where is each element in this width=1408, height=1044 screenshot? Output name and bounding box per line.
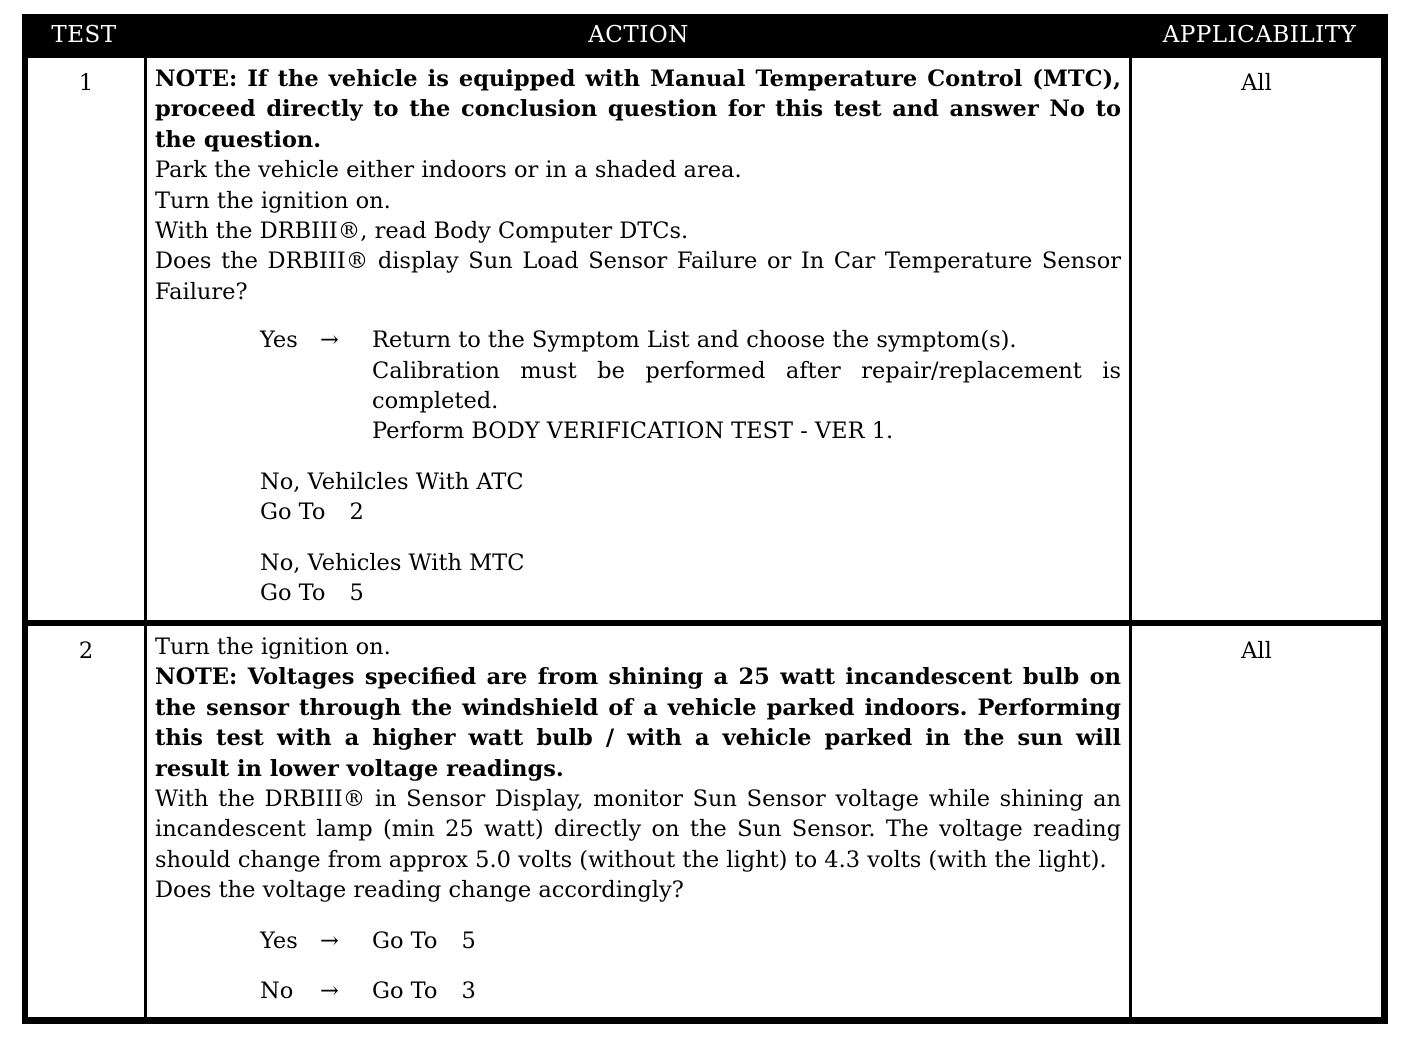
- yes-label: Yes: [260, 327, 298, 354]
- no-atc-goto: [260, 497, 1121, 527]
- no-atc-label: No, Vehilcles With ATC: [260, 468, 524, 495]
- right-arrow-icon: →: [320, 927, 339, 954]
- row-1-line: Park the vehicle either indoors or in a shaded area.: [155, 157, 742, 184]
- goto-test-number: 2: [349, 499, 364, 526]
- header-test: TEST: [51, 22, 117, 48]
- yes-label: Yes: [260, 927, 298, 954]
- row-2-action: [147, 626, 1129, 1017]
- right-arrow-icon: →: [320, 978, 339, 1005]
- row-2-first-line: Turn the ignition on.: [155, 634, 391, 660]
- header-applicability: APPLICABILITY: [1162, 22, 1357, 48]
- row-1-line: With the DRBIII®, read Body Computer DTCs.: [155, 218, 689, 245]
- no-mtc-goto: [260, 578, 1121, 608]
- diagnostic-table: [22, 14, 1388, 1024]
- yes-line: Calibration must be performed after repair/replacement is completed.: [372, 357, 1121, 415]
- row-1-no-mtc-branch: [260, 548, 1121, 609]
- yes-result: [372, 325, 1121, 447]
- row-1-yes-branch: [260, 325, 1121, 447]
- row-2-test-number: 2: [28, 626, 144, 1017]
- row-2-yes-branch: [260, 926, 1121, 956]
- header-action: ACTION: [588, 22, 689, 48]
- goto-text: Go To: [372, 978, 438, 1005]
- goto-text: Go To: [260, 499, 326, 526]
- row-2-body: With the DRBIII® in Sensor Display, monitor Sun Sensor voltage while shining an incandescent lamp (min 25 watt) directly on the Sun Sensor. The voltage reading should change from approx 5.0 volts (without the light) to 4.3 volts (with the light).: [155, 786, 1121, 873]
- row-1-no-atc-branch: [260, 467, 1121, 528]
- row-2-note: NOTE: Voltages specified are from shining a 25 watt incandescent bulb on the sensor through the windshield of a vehicle parked indoors. Performing this test with a higher watt bulb / with a vehicle parked in the sun will result in lower voltage readings.: [155, 664, 1121, 782]
- row-2-question: Does the voltage reading change accordingly?: [155, 877, 684, 904]
- row-1-action: [147, 58, 1129, 620]
- goto-text: Go To: [372, 927, 438, 954]
- goto-text: Go To: [260, 580, 326, 607]
- right-arrow-icon: →: [320, 327, 339, 354]
- yes-line: Return to the Symptom List and choose the symptom(s).: [372, 327, 1017, 354]
- row-1-note: NOTE: If the vehicle is equipped with Manual Temperature Control (MTC), proceed directly to the conclusion question for this test and answer No to the question.: [155, 66, 1121, 153]
- row-1-test-number: 1: [28, 58, 144, 620]
- goto-test-number: 5: [349, 580, 364, 607]
- no-label: No: [260, 978, 294, 1005]
- goto-test-number: 5: [461, 927, 476, 954]
- no-mtc-label: No, Vehicles With MTC: [260, 549, 525, 576]
- row-1-line: Turn the ignition on.: [155, 187, 391, 214]
- row-1-applicability: All: [1132, 58, 1381, 620]
- goto-test-number: 3: [461, 978, 476, 1005]
- yes-line: Perform BODY VERIFICATION TEST - VER 1.: [372, 418, 894, 445]
- row-1-question: Does the DRBIII® display Sun Load Sensor Failure or In Car Temperature Sensor Failure?: [155, 248, 1121, 305]
- row-2-applicability: All: [1132, 626, 1381, 1017]
- row-2-no-branch: [260, 976, 1121, 1006]
